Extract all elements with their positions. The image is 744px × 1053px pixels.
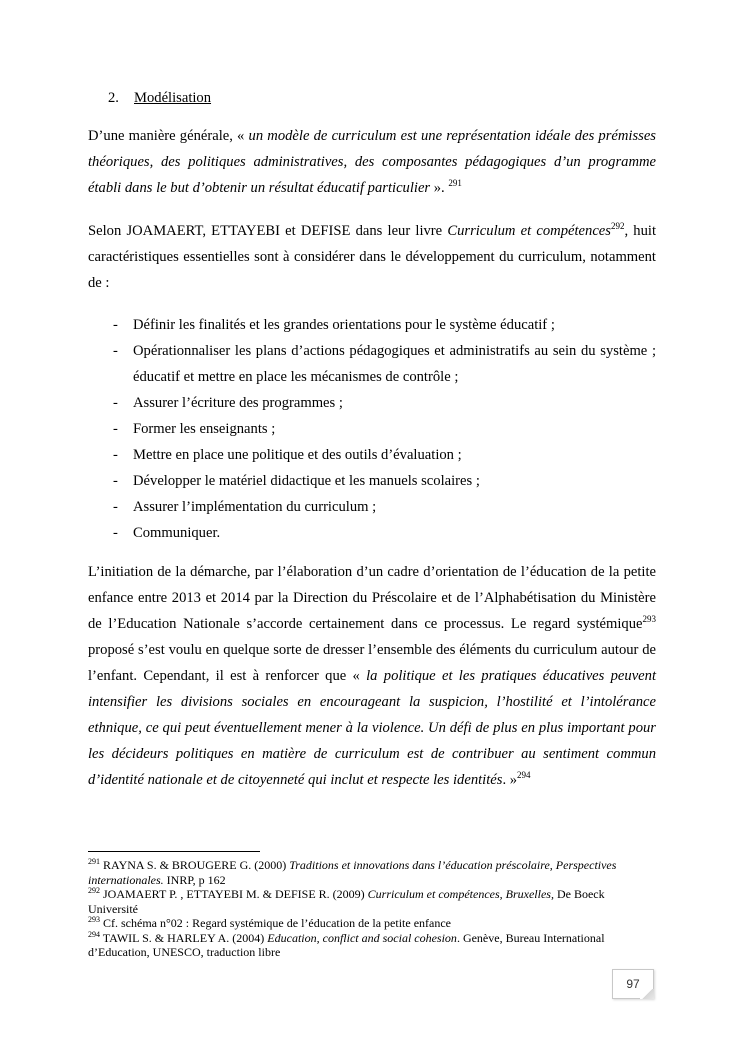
list-dash: -: [113, 421, 118, 437]
footnote-title: Education, conflict and social cohesion: [267, 930, 457, 945]
list-item-text: Opérationnaliser les plans d’actions pédagogiques et administratifs au sein du système ; éducatif et mettre en place les mécanismes de contrôle ;: [133, 343, 656, 385]
section-number: 2.: [108, 90, 119, 106]
footnotes: [88, 858, 656, 960]
list-item-text: Assurer l’écriture des programmes ;: [133, 395, 343, 411]
paragraph-text: ».: [430, 180, 449, 196]
quotation: un modèle de curriculum est une représentation idéale des prémisses théoriques, des politiques administratives, des composantes pédagogiques d’un programme établi dans le but d’obtenir un résultat éducatif particulier: [88, 128, 656, 196]
list-dash: -: [113, 317, 118, 333]
list-item-text: Développer le matériel didactique et les manuels scolaires ;: [133, 473, 480, 489]
footnote-text: . Genève, Bureau International d’Education, UNESCO, traduction libre: [88, 930, 605, 959]
paragraph-definition: [88, 123, 656, 201]
section-heading: [108, 89, 211, 107]
footnote-text: De Boeck Université: [88, 887, 605, 916]
footnote-ref: 293: [642, 614, 656, 624]
list-item: [88, 442, 656, 468]
list-dash: -: [113, 343, 118, 359]
list-dash: -: [113, 499, 118, 515]
paragraph-text: proposé s’est voulu en quelque sorte de dresser l’ensemble des éléments du curriculum autour de l’enfant. Cependant, il est à renforcer que «: [88, 642, 656, 684]
page-curl-icon: [640, 989, 654, 999]
footnote-ref: 292: [610, 221, 625, 231]
footnote-number: 292: [88, 886, 100, 895]
paragraph-text: Selon JOAMAERT, ETTAYEBI et DEFISE dans leur livre: [88, 223, 448, 239]
quotation: la politique et les pratiques éducatives peuvent intensifier les divisions sociales en encourageant la suspicion, l’hostilité et l’intolérance ethnique, ce qui peut éventuellement mener à la violence. Un défi de plus en plus important pour les décideurs politiques en matière de curriculum est de contribuer au sentiment commun d’identité nationale et de citoyenneté qui inclut et respecte les identités: [88, 668, 657, 788]
list-dash: -: [113, 525, 118, 541]
list-item: [88, 338, 656, 390]
paragraph-text: L’initiation de la démarche, par l’élaboration d’un cadre d’orientation de l’éducation de la petite enfance entre 2013 et 2014 par la Direction du Préscolaire et de l’Alphabétisation du Ministère de l’Education Nationale s’accorde certainement dans ce processus. Le regard systémique: [88, 564, 656, 632]
paragraph-text: . »: [502, 772, 518, 788]
list-dash: -: [113, 473, 118, 489]
footnote-text: TAWIL S. & HARLEY A. (2004): [100, 930, 268, 945]
footnote-separator: [88, 851, 260, 852]
list-item-text: Former les enseignants ;: [133, 421, 276, 437]
section-title: Modélisation: [134, 90, 212, 106]
list-item: [88, 520, 656, 546]
list-dash: -: [113, 395, 118, 411]
book-title: Curriculum et compétences: [447, 223, 611, 239]
list-item: [88, 416, 656, 442]
footnote-number: 291: [88, 857, 100, 866]
list-item: [88, 468, 656, 494]
footnote-text: JOAMAERT P. , ETTAYEBI M. & DEFISE R. (2009): [100, 887, 368, 901]
footnote-text: RAYNA S. & BROUGERE G. (2000): [100, 858, 290, 872]
footnote-text: Cf. schéma n°02 : Regard systémique de l’éducation de la petite enfance: [100, 916, 452, 930]
paragraph-text: , huit caractéristiques essentielles sont à considérer dans le développement du curriculum, notamment de :: [88, 223, 657, 291]
list-item-text: Communiquer.: [133, 525, 221, 541]
footnote-ref: 291: [448, 178, 462, 188]
footnote: [88, 887, 656, 916]
list-item-text: Assurer l’implémentation du curriculum ;: [133, 499, 377, 515]
characteristics-list: [88, 312, 656, 546]
footnote-number: 294: [88, 929, 100, 939]
paragraph-characteristics: [88, 218, 656, 296]
list-item: [88, 390, 656, 416]
paragraph-text: D’une manière générale, «: [88, 128, 249, 144]
page-number-badge: [612, 969, 654, 999]
footnote: [88, 931, 656, 960]
footnote-number: 293: [88, 915, 100, 924]
footnote-text: INRP, p 162: [163, 872, 226, 887]
list-dash: -: [113, 447, 118, 463]
footnote: [88, 858, 656, 887]
page-number: 97: [626, 977, 640, 991]
list-item: [88, 312, 656, 338]
paragraph-initiation: [88, 559, 656, 793]
list-item-text: Mettre en place une politique et des outils d’évaluation ;: [133, 447, 462, 463]
footnote-title: Traditions et innovations dans l’éducation préscolaire, Perspectives internationales.: [88, 858, 617, 887]
footnote: [88, 916, 656, 931]
footnote-title: Curriculum et compétences, Bruxelles,: [367, 887, 554, 901]
list-item-text: Définir les finalités et les grandes orientations pour le système éducatif ;: [133, 317, 555, 333]
list-item: [88, 494, 656, 520]
footnote-ref: 294: [517, 770, 531, 780]
